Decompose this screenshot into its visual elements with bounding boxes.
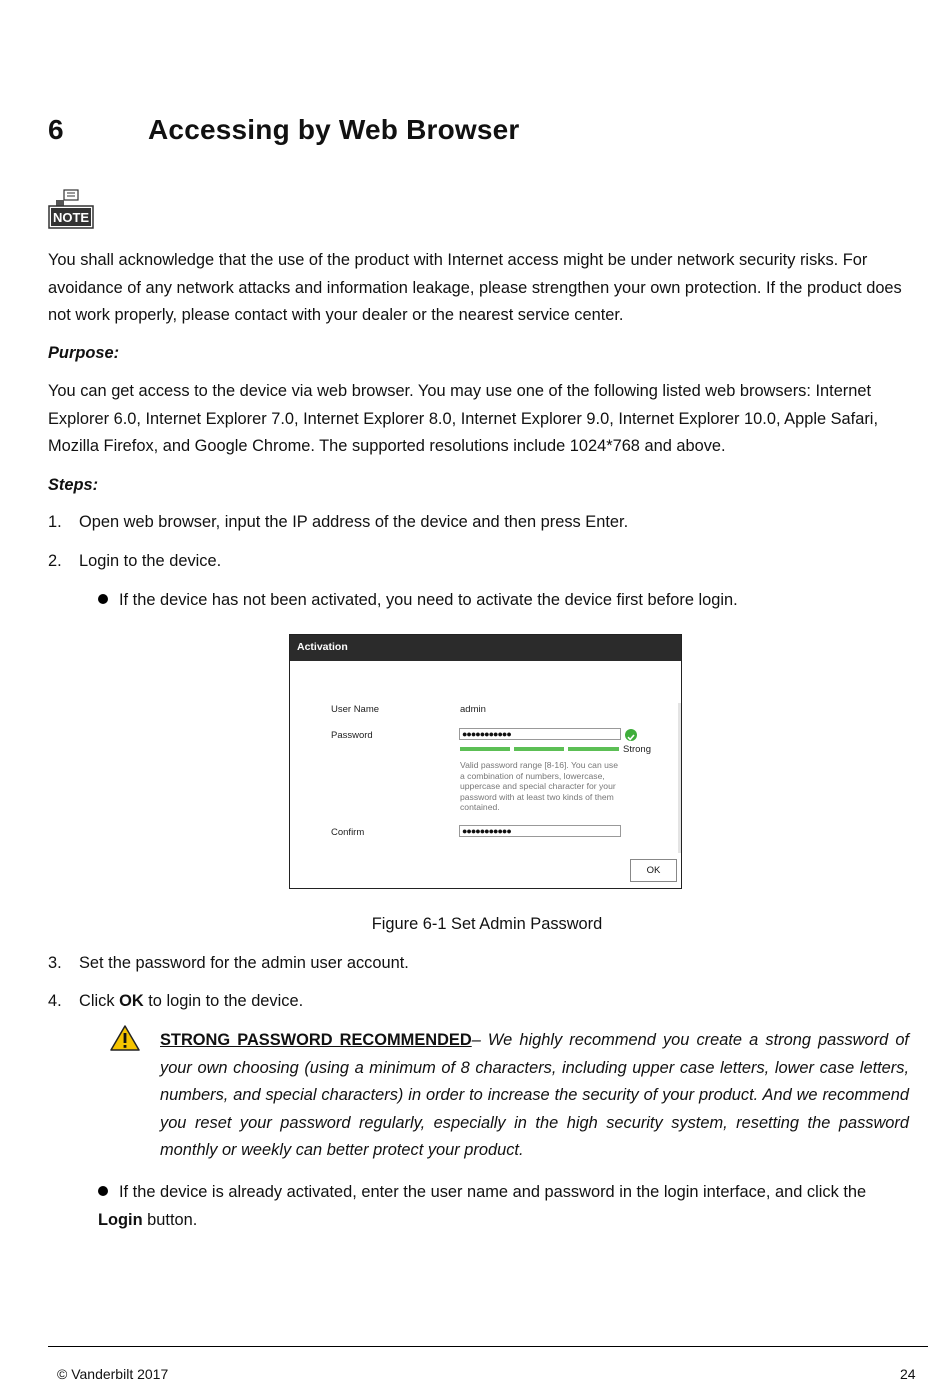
purpose-label: Purpose:	[48, 344, 120, 362]
section-number: 6	[48, 114, 64, 145]
dialog-scrollbar[interactable]	[678, 703, 681, 853]
valid-check-icon	[625, 729, 637, 741]
strength-bar-2	[514, 747, 564, 751]
confirm-label: Confirm	[331, 827, 365, 838]
bullet-text: If the device is already activated, enter the user name and password in the login interface, and click the	[119, 1183, 867, 1201]
steps-label: Steps:	[48, 476, 99, 494]
password-help-text: Valid password range [8-16]. You can use a combination of numbers, lowercase, uppercase and special character for your password with at least two kinds of them contained.	[460, 760, 618, 813]
bullet-activate	[98, 591, 738, 610]
bullet-dot-icon	[98, 594, 108, 604]
login-bold: Login	[98, 1210, 143, 1229]
note-icon	[48, 188, 94, 230]
strength-bar-1	[460, 747, 510, 751]
warning-block	[160, 1027, 909, 1165]
ok-button[interactable]: OK	[630, 859, 677, 882]
user-name-label: User Name	[331, 704, 380, 715]
bullet-dot-icon	[98, 1186, 108, 1196]
step-text-bold: OK	[119, 992, 144, 1010]
step-2	[48, 552, 221, 571]
step-4	[48, 992, 303, 1011]
bullet-text-after: button.	[142, 1210, 198, 1229]
dialog-title: Activation	[290, 635, 681, 661]
footer-page-number: 24	[900, 1366, 916, 1382]
strength-text: Strong	[623, 744, 651, 755]
bullet-login	[98, 1179, 928, 1234]
note-icon-text: NOTE	[52, 210, 90, 225]
password-input[interactable]: ●●●●●●●●●●●	[459, 728, 621, 740]
warning-body: – We highly recommend you create a strong password of your own choosing (using a minimum of 8 characters, including upper case letters, lower case letters, numbers, and special characters) in order to increase the security of your product. And we recommend you reset your password regularly, especially in the high security system, resetting the password monthly or weekly can better protect your product.	[160, 1031, 909, 1159]
confirm-input[interactable]: ●●●●●●●●●●●	[459, 825, 621, 837]
step-number: 1.	[48, 513, 62, 531]
user-name-value[interactable]: admin	[460, 704, 486, 715]
step-3	[48, 954, 409, 973]
step-1	[48, 513, 628, 532]
step-number: 2.	[48, 552, 62, 570]
warning-icon	[110, 1025, 140, 1051]
activation-dialog	[289, 634, 682, 889]
bullet-text: If the device has not been activated, you need to activate the device first before login.	[119, 591, 738, 609]
password-label: Password	[331, 730, 373, 741]
step-number: 4.	[48, 992, 62, 1010]
step-text: Login to the device.	[79, 552, 222, 570]
step-text: Open web browser, input the IP address of the device and then press Enter.	[79, 513, 629, 531]
warning-head: STRONG PASSWORD RECOMMENDED	[160, 1031, 472, 1049]
section-title: Accessing by Web Browser	[148, 114, 520, 145]
purpose-paragraph: You can get access to the device via web browser. You may use one of the following listed web browsers: Internet Explorer 6.0, Internet Explorer 7.0, Internet Explorer 8.0, Internet Explorer 9.0, Internet Explorer 10.0, Apple Safari, Mozilla Firefox, and Google Chrome. The supported resolutions include 1024*768 and above.	[48, 382, 878, 455]
footer-copyright: © Vanderbilt 2017	[57, 1366, 169, 1382]
step-number: 3.	[48, 954, 62, 972]
step-text-after: to login to the device.	[143, 992, 304, 1010]
step-text: Set the password for the admin user account.	[79, 954, 409, 972]
figure-caption: Figure 6-1 Set Admin Password	[371, 915, 603, 933]
footer-divider	[48, 1346, 928, 1347]
step-text-before: Click	[79, 992, 120, 1010]
note-paragraph: You shall acknowledge that the use of the product with Internet access might be under network security risks. For avoidance of any network attacks and information leakage, please strengthen your own protection. If the product does not work properly, please contact with your dealer or the nearest service center.	[48, 251, 902, 324]
strength-bar-3	[568, 747, 619, 751]
